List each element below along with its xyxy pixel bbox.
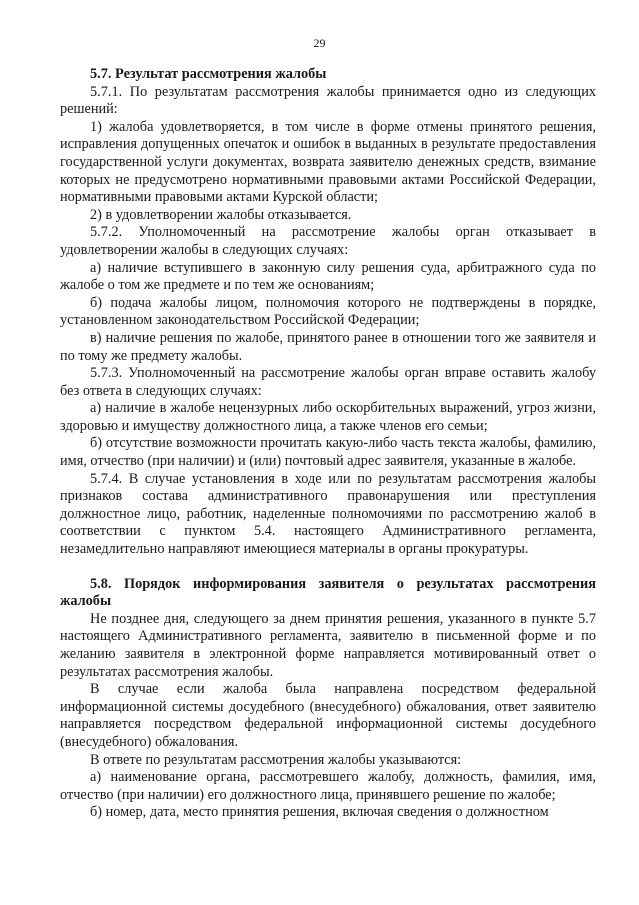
paragraph-5-7-3: 5.7.3. Уполномоченный на рассмотрение жалобы орган вправе оставить жалобу без ответа в следующих случаях: [60,365,596,399]
paragraph-5-8-3-item-a: а) наименование органа, рассмотревшего жалобу, должность, фамилия, имя, отчество (при наличии) его должностного лица, принявшего решение по жалобе; [60,769,596,803]
paragraph-5-8-3: В ответе по результатам рассмотрения жалобы указываются: [90,751,462,768]
section-5-8-heading: 5.8. Порядок информирования заявителя о результатах рассмотрения жалобы [60,575,596,610]
paragraph-5-7-1: 5.7.1. По результатам рассмотрения жалобы принимается одно из следующих решений: [60,83,596,118]
paragraph-5-8-1: Не позднее дня, следующего за днем принятия решения, указанного в пункте 5.7 настоящего Административного регламента, заявителю в письменной форме и по желанию заявителя в электронной форме направляется мотивированный ответ о результатах рассмотрения жалобы. [60,610,596,680]
paragraph-5-8-2: В случае если жалоба была направлена посредством федеральной информационной системы досудебного (внесудебного) обжалования, ответ заявителю направляется посредством федеральной информационной системы досудебного (внесудебного) обжалования. [60,681,596,750]
paragraph-5-7-3-item-b: б) отсутствие возможности прочитать какую-либо часть текста жалобы, фамилию, имя, отчество (при наличии) и (или) почтовый адрес заявителя, указанные в жалобе. [60,435,596,470]
paragraph-5-7-2-item-b: б) подача жалобы лицом, полномочия которого не подтверждены в порядке, установленном законодательством Российской Федерации; [60,294,596,329]
paragraph-5-7-3-item-a: а) наличие в жалобе нецензурных либо оскорбительных выражений, угроз жизни, здоровью и имуществу должностного лица, а также членов его семьи; [60,400,596,434]
paragraph-5-7-2-item-a: а) наличие вступившего в законную силу решения суда, арбитражного суда по жалобе о том же предмете и по тем же основаниям; [60,259,596,294]
page-number: 29 [313,36,326,50]
paragraph-5-7-1-item-2: 2) в удовлетворении жалобы отказывается. [90,206,352,223]
paragraph-5-8-3-item-b: б) номер, дата, место принятия решения, включая сведения о должностном [90,804,549,821]
document-body [60,66,596,822]
paragraph-5-7-2: 5.7.2. Уполномоченный на рассмотрение жалобы орган отказывает в удовлетворении жалобы в следующих случаях: [60,224,596,258]
paragraph-5-7-2-item-v: в) наличие решения по жалобе, принятого ранее в отношении того же заявителя и по тому же предмету жалобы. [60,329,596,364]
paragraph-5-7-1-item-1: 1) жалоба удовлетворяется, в том числе в форме отмены принятого решения, исправления допущенных опечаток и ошибок в выданных в результате предоставления государственной услуги документах, возврата заявителю денежных средств, взимание которых не предусмотрено нормативными правовыми актами Российской Федерации, нормативными правовыми актами Курской области; [60,118,596,206]
section-5-7-heading: 5.7. Результат рассмотрения жалобы [90,66,327,82]
paragraph-5-7-4: 5.7.4. В случае установления в ходе или по результатам рассмотрения жалобы признаков состава административного правонарушения или преступления должностное лицо, работник, наделенные полномочиями по рассмотрению жалоб в соответствии с пунктом 5.4. настоящего Административного регламента, незамедлительно направляют имеющиеся материалы в органы прокуратуры. [60,470,596,558]
